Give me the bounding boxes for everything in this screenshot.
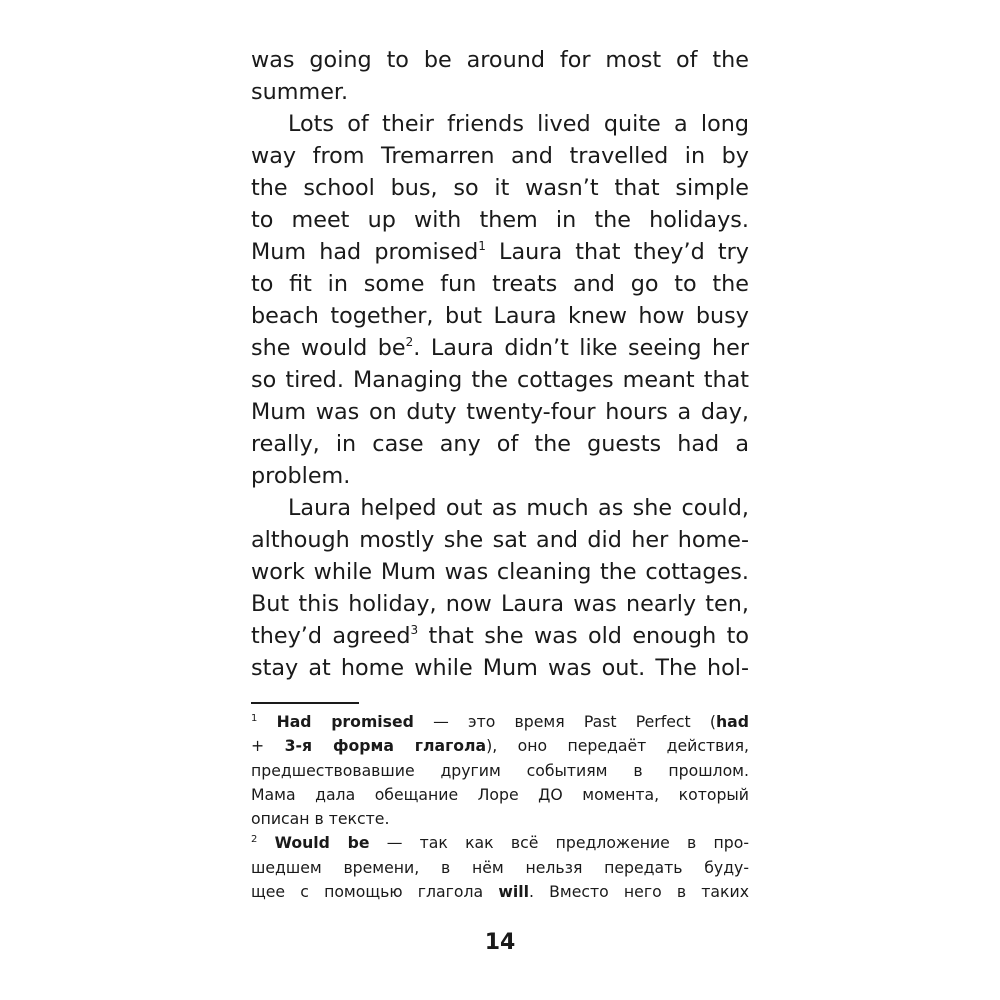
main-text: [251, 44, 749, 684]
footnote-1-line-5: описан в тексте.: [251, 809, 390, 829]
text-line: Laura helped out as much as she could,: [288, 495, 749, 521]
text-line: although mostly she sat and did her home-: [251, 527, 749, 553]
text-line: stay at home while Mum was out. The hol-: [251, 655, 749, 681]
footnote-2-line-1: $^2$ Would be — так как всё предложение в про-: [251, 833, 749, 853]
footnote-2-line-2: шедшем времени, в нём нельзя передать буду-: [251, 857, 749, 877]
footnote-1-line-3: предшествовавшие другим событиям в прошлом.: [251, 760, 749, 780]
footnote-marker: 1: [478, 238, 486, 253]
text-line: she would be$^2$. Laura didn’t like seeing her: [251, 334, 749, 361]
text-line: Mum was on duty twenty-four hours a day,: [251, 399, 749, 425]
text-line: so tired. Managing the cottages meant that: [251, 367, 749, 393]
footnote-marker: 3: [410, 622, 419, 637]
paragraph-p2: [251, 108, 749, 492]
page-number: 14: [484, 930, 516, 955]
text-line: problem.: [251, 463, 351, 489]
footnote-separator: [251, 702, 359, 704]
text-line: summer.: [251, 79, 349, 105]
footnote-1-line-4: Мама дала обещание Лоре ДО момента, который: [251, 784, 749, 804]
paragraph-p1: [251, 44, 749, 108]
text-line: to meet up with them in the holidays.: [251, 207, 749, 233]
paragraph-p3: [251, 492, 749, 684]
book-page-body: [251, 44, 749, 684]
text-line: to fit in some fun treats and go to the: [251, 271, 749, 297]
footnote-marker: 2: [405, 334, 414, 349]
text-line: work while Mum was cleaning the cottages.: [251, 559, 749, 585]
footnote-1-line-2: + 3-я форма глагола), оно передаёт действия,: [251, 736, 750, 756]
footnote-1-line-1: $^1$ Had promised — это время Past Perfect (had: [251, 712, 749, 731]
footnotes: [251, 710, 749, 904]
text-line: the school bus, so it wasn’t that simple: [251, 175, 749, 201]
text-line: Lots of their friends lived quite a long: [288, 111, 749, 137]
text-line: really, in case any of the guests had a: [251, 431, 749, 457]
text-line: was going to be around for most of the: [251, 47, 749, 73]
footnote-2-line-3: щее с помощью глагола will. Вместо него в таких: [251, 882, 749, 902]
text-line: way from Tremarren and travelled in by: [251, 143, 749, 169]
text-line: they’d agreed$^3$ that she was old enough to: [251, 622, 749, 649]
text-line: Mum had promised$^1$ Laura that they’d try: [251, 238, 750, 265]
text-line: But this holiday, now Laura was nearly ten,: [251, 591, 749, 617]
text-line: beach together, but Laura knew how busy: [251, 303, 749, 329]
